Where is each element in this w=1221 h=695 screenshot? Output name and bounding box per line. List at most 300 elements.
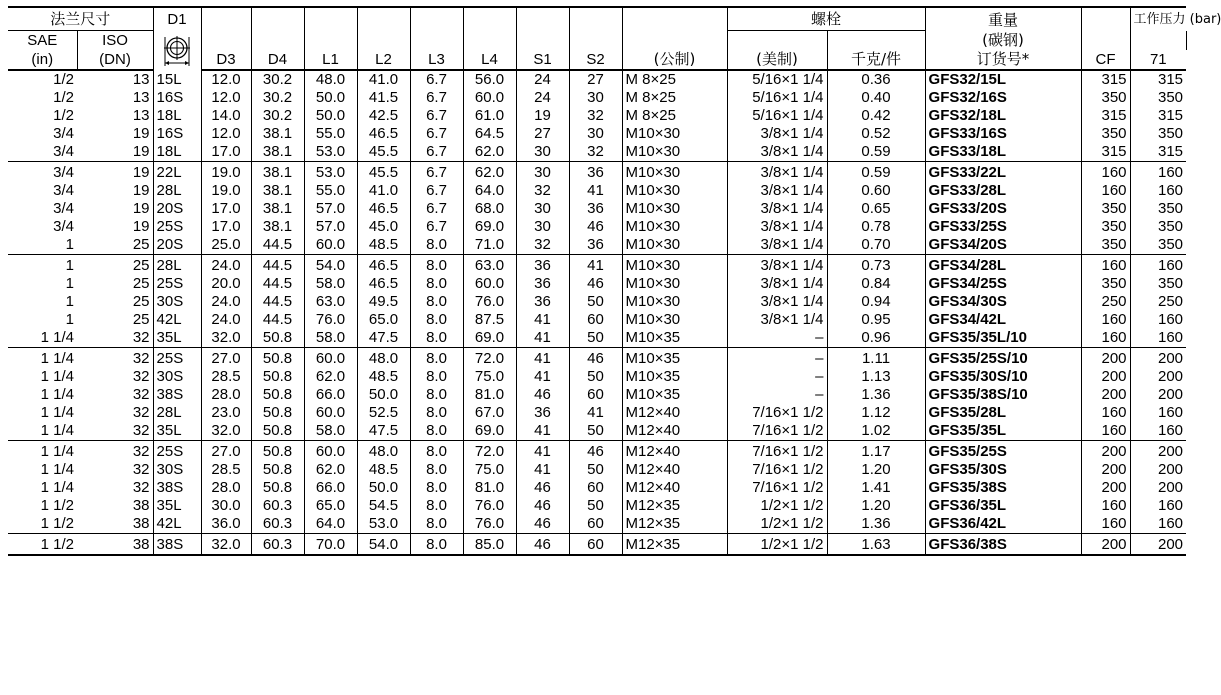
cell-sae: 1 1/4 xyxy=(8,441,77,462)
cell-l2: 46.5 xyxy=(357,200,410,218)
cell-weight: 0.42 xyxy=(827,107,925,125)
cell-s1: 36 xyxy=(516,293,569,311)
cell-d1: 28L xyxy=(153,182,201,200)
cell-l4: 64.0 xyxy=(463,182,516,200)
cell-iso: 25 xyxy=(132,275,150,292)
cell-l1: 55.0 xyxy=(304,182,357,200)
cell-l1: 62.0 xyxy=(304,461,357,479)
cell-order-number: GFS36/35L xyxy=(925,497,1081,515)
cell-l3: 8.0 xyxy=(410,386,463,404)
cell-bolt-imperial: 7/16×1 1/2 xyxy=(727,461,827,479)
cell-pressure-71: 200 xyxy=(1130,368,1186,386)
cell-d1: 35L xyxy=(153,329,201,348)
cell-d1: 28L xyxy=(153,404,201,422)
cell-pressure-cf: 315 xyxy=(1081,70,1130,89)
cell-bolt-imperial: – xyxy=(727,329,827,348)
cell-sae: 1 1/4 xyxy=(40,368,74,385)
cell-iso: 25 xyxy=(132,293,150,310)
sae-header: SAE xyxy=(27,32,58,49)
table-row xyxy=(8,386,1186,404)
cell-s2: 32 xyxy=(569,107,622,125)
cell-l4: 60.0 xyxy=(463,275,516,293)
cell-sae: 3/4 xyxy=(53,200,74,217)
cell-pressure-cf: 160 xyxy=(1081,497,1130,515)
cell-order-number: GFS33/28L xyxy=(925,182,1081,200)
cell-d3: 24.0 xyxy=(201,255,251,276)
cell-d1: 18L xyxy=(153,143,201,162)
cell-sae: 1 1/4 xyxy=(40,422,74,439)
cell-iso: 19 xyxy=(132,218,150,235)
cell-d4: 50.8 xyxy=(251,404,304,422)
cell-weight: 1.11 xyxy=(827,348,925,369)
cell-s1: 30 xyxy=(516,162,569,183)
cell-pressure-cf: 160 xyxy=(1081,255,1130,276)
cell-pressure-cf: 160 xyxy=(1081,311,1130,329)
cell-l4: 72.0 xyxy=(463,441,516,462)
cell-bolt-imperial: 3/8×1 1/4 xyxy=(727,275,827,293)
cell-bolt-metric: M12×40 xyxy=(622,479,727,497)
cell-bolt-metric: M10×35 xyxy=(622,348,727,369)
cell-l3: 6.7 xyxy=(410,70,463,89)
cell-l2: 48.5 xyxy=(357,461,410,479)
cell-d1: 16S xyxy=(153,89,201,107)
cell-l3: 6.7 xyxy=(410,89,463,107)
cell-d3: 32.0 xyxy=(201,329,251,348)
cell-l2: 45.5 xyxy=(357,143,410,162)
cell-l2: 42.5 xyxy=(357,107,410,125)
cell-order-number: GFS35/30S xyxy=(925,461,1081,479)
sae-unit: (in) xyxy=(8,50,77,70)
cell-pressure-cf: 200 xyxy=(1081,386,1130,404)
table-row xyxy=(8,255,1186,276)
cell-s1: 41 xyxy=(516,422,569,441)
cell-l1: 62.0 xyxy=(304,368,357,386)
cell-l4: 75.0 xyxy=(463,368,516,386)
cell-d1: 25S xyxy=(153,441,201,462)
cell-weight: 0.78 xyxy=(827,218,925,236)
cell-s2: 50 xyxy=(569,497,622,515)
l4-header: L4 xyxy=(463,50,516,70)
d1-symbol-icon xyxy=(153,31,201,71)
cell-bolt-metric: M10×30 xyxy=(622,162,727,183)
cell-l1: 53.0 xyxy=(304,162,357,183)
cell-d3: 12.0 xyxy=(201,70,251,89)
cell-d3: 28.5 xyxy=(201,461,251,479)
cell-s2: 27 xyxy=(569,70,622,89)
cell-order-number: GFS33/18L xyxy=(925,143,1081,162)
cell-iso: 19 xyxy=(77,162,153,183)
cell-l1: 70.0 xyxy=(304,534,357,556)
cell-bolt-imperial: 7/16×1 1/2 xyxy=(727,404,827,422)
cell-order-number: GFS35/28L xyxy=(925,404,1081,422)
cell-order-number: GFS35/35L xyxy=(925,422,1081,441)
cell-order-number: GFS35/35L/10 xyxy=(925,329,1081,348)
cell-bolt-metric: M10×35 xyxy=(622,329,727,348)
weight-header: 重量 xyxy=(925,7,1081,31)
bolt-metric-header: (公制) xyxy=(622,50,727,70)
cell-bolt-imperial: 3/8×1 1/4 xyxy=(727,311,827,329)
cell-order-number: GFS34/20S xyxy=(925,236,1081,255)
cell-sae: 1/2 xyxy=(53,89,74,106)
cell-l3: 8.0 xyxy=(410,255,463,276)
cell-pressure-71: 200 xyxy=(1130,534,1186,556)
cell-l3: 8.0 xyxy=(410,404,463,422)
cell-pressure-71: 200 xyxy=(1130,386,1186,404)
cell-pressure-71: 160 xyxy=(1130,182,1186,200)
cell-order-number: GFS34/25S xyxy=(925,275,1081,293)
cell-d3: 17.0 xyxy=(201,218,251,236)
d1-header: D1 xyxy=(153,7,201,31)
cell-l3: 6.7 xyxy=(410,143,463,162)
cell-l2: 46.5 xyxy=(357,255,410,276)
cell-pressure-cf: 200 xyxy=(1081,441,1130,462)
cell-bolt-imperial: 5/16×1 1/4 xyxy=(727,107,827,125)
cell-pressure-cf: 160 xyxy=(1081,404,1130,422)
cell-d1: 16S xyxy=(153,125,201,143)
cell-pressure-71: 200 xyxy=(1130,479,1186,497)
cell-d1: 30S xyxy=(153,293,201,311)
table-row xyxy=(8,368,1186,386)
cell-iso: 19 xyxy=(132,125,150,142)
table-row xyxy=(8,275,1186,293)
cell-l4: 67.0 xyxy=(463,404,516,422)
cell-d1: 42L xyxy=(153,311,201,329)
cell-iso: 25 xyxy=(132,236,150,253)
cell-d4: 44.5 xyxy=(251,293,304,311)
cell-d1: 18L xyxy=(153,107,201,125)
cell-l1: 50.0 xyxy=(304,89,357,107)
cell-d3: 20.0 xyxy=(201,275,251,293)
table-row xyxy=(8,422,1186,441)
cell-d3: 27.0 xyxy=(201,348,251,369)
cell-l4: 85.0 xyxy=(463,534,516,556)
cell-iso: 32 xyxy=(77,441,153,462)
cell-d4: 50.8 xyxy=(251,348,304,369)
cell-l1: 53.0 xyxy=(304,143,357,162)
cell-sae: 1 1/4 xyxy=(40,479,74,496)
cell-l3: 6.7 xyxy=(410,162,463,183)
cell-order-number: GFS33/22L xyxy=(925,162,1081,183)
table-row xyxy=(8,200,1186,218)
cell-s1: 46 xyxy=(516,515,569,534)
cell-d3: 32.0 xyxy=(201,422,251,441)
cell-l3: 8.0 xyxy=(410,441,463,462)
table-row xyxy=(8,479,1186,497)
cell-bolt-metric: M10×30 xyxy=(622,200,727,218)
cell-d3: 28.5 xyxy=(201,368,251,386)
cell-l1: 50.0 xyxy=(304,107,357,125)
cell-pressure-71: 160 xyxy=(1130,497,1186,515)
cell-s2: 46 xyxy=(569,441,622,462)
cell-s2: 41 xyxy=(569,404,622,422)
cell-pressure-71: 160 xyxy=(1130,311,1186,329)
cell-order-number: GFS36/42L xyxy=(925,515,1081,534)
cell-l4: 60.0 xyxy=(463,89,516,107)
table-row xyxy=(8,143,1186,162)
cell-s2: 46 xyxy=(569,218,622,236)
cell-iso: 32 xyxy=(132,479,150,496)
table-row xyxy=(8,182,1186,200)
iso-unit: (DN) xyxy=(77,50,153,70)
cell-sae: 1/2 xyxy=(53,71,74,88)
cell-l4: 62.0 xyxy=(463,143,516,162)
cell-bolt-imperial: 3/8×1 1/4 xyxy=(727,293,827,311)
cell-bolt-metric: M10×30 xyxy=(622,293,727,311)
cell-s1: 41 xyxy=(516,441,569,462)
cell-iso: 25 xyxy=(77,255,153,276)
flange-spec-table xyxy=(8,6,1221,556)
cell-l2: 48.5 xyxy=(357,368,410,386)
cell-bolt-imperial: 3/8×1 1/4 xyxy=(727,200,827,218)
cell-order-number: GFS35/25S/10 xyxy=(925,348,1081,369)
p71-header: 71 xyxy=(1130,50,1186,70)
cell-pressure-cf: 200 xyxy=(1081,461,1130,479)
cell-sae: 3/4 xyxy=(53,182,74,199)
cell-iso: 32 xyxy=(77,348,153,369)
cell-l1: 58.0 xyxy=(304,275,357,293)
cell-order-number: GFS35/38S/10 xyxy=(925,386,1081,404)
cell-bolt-metric: M12×40 xyxy=(622,404,727,422)
cell-l1: 60.0 xyxy=(304,236,357,255)
cell-l2: 46.5 xyxy=(357,125,410,143)
cell-weight: 0.59 xyxy=(827,143,925,162)
cell-bolt-imperial: 3/8×1 1/4 xyxy=(727,162,827,183)
cell-l3: 8.0 xyxy=(410,515,463,534)
cell-sae: 1 1/4 xyxy=(40,461,74,478)
cell-d1: 30S xyxy=(153,368,201,386)
cell-weight: 1.41 xyxy=(827,479,925,497)
cell-bolt-metric: M10×30 xyxy=(622,218,727,236)
cell-d4: 50.8 xyxy=(251,441,304,462)
cell-l1: 57.0 xyxy=(304,200,357,218)
cell-weight: 1.20 xyxy=(827,461,925,479)
cell-bolt-metric: M10×30 xyxy=(622,125,727,143)
cell-l1: 55.0 xyxy=(304,125,357,143)
cell-d1: 20S xyxy=(153,200,201,218)
cell-d3: 28.0 xyxy=(201,386,251,404)
table-row xyxy=(8,107,1186,125)
cell-l2: 48.5 xyxy=(357,236,410,255)
cell-l2: 41.0 xyxy=(357,70,410,89)
cell-s2: 41 xyxy=(569,182,622,200)
flange-size-header: 法兰尺寸 xyxy=(8,7,153,31)
cell-pressure-71: 160 xyxy=(1130,162,1186,183)
cell-weight: 1.02 xyxy=(827,422,925,441)
cell-l4: 69.0 xyxy=(463,218,516,236)
cell-d3: 24.0 xyxy=(201,311,251,329)
cell-bolt-imperial: 1/2×1 1/2 xyxy=(727,534,827,556)
cell-d4: 44.5 xyxy=(251,275,304,293)
cell-l1: 54.0 xyxy=(304,255,357,276)
cell-order-number: GFS32/18L xyxy=(925,107,1081,125)
cell-l2: 41.5 xyxy=(357,89,410,107)
cell-l2: 41.0 xyxy=(357,182,410,200)
cell-weight: 0.59 xyxy=(827,162,925,183)
cell-pressure-cf: 250 xyxy=(1081,293,1130,311)
cell-l1: 58.0 xyxy=(304,422,357,441)
cell-pressure-cf: 350 xyxy=(1081,236,1130,255)
cell-iso: 32 xyxy=(132,404,150,421)
table-row xyxy=(8,441,1186,462)
cell-d4: 44.5 xyxy=(251,236,304,255)
cell-order-number: GFS34/28L xyxy=(925,255,1081,276)
cell-l3: 6.7 xyxy=(410,182,463,200)
cell-l4: 63.0 xyxy=(463,255,516,276)
cell-weight: 0.40 xyxy=(827,89,925,107)
cell-l4: 62.0 xyxy=(463,162,516,183)
cell-sae: 3/4 xyxy=(53,125,74,142)
cell-pressure-cf: 200 xyxy=(1081,479,1130,497)
cell-s1: 41 xyxy=(516,368,569,386)
cell-s1: 46 xyxy=(516,497,569,515)
cell-l4: 64.5 xyxy=(463,125,516,143)
cell-d1: 42L xyxy=(153,515,201,534)
cell-bolt-metric: M10×30 xyxy=(622,275,727,293)
cell-iso: 32 xyxy=(132,422,150,439)
cell-iso: 25 xyxy=(132,311,150,328)
cell-d4: 60.3 xyxy=(251,534,304,556)
d3-header: D3 xyxy=(201,50,251,70)
table-row xyxy=(8,534,1186,556)
cell-pressure-cf: 160 xyxy=(1081,515,1130,534)
cell-d4: 50.8 xyxy=(251,461,304,479)
table-row xyxy=(8,404,1186,422)
cell-d4: 50.8 xyxy=(251,422,304,441)
cell-s2: 46 xyxy=(569,275,622,293)
cell-pressure-71: 315 xyxy=(1130,107,1186,125)
cell-l3: 6.7 xyxy=(410,107,463,125)
cell-pressure-71: 350 xyxy=(1130,125,1186,143)
table-row xyxy=(8,236,1186,255)
cell-order-number: GFS33/20S xyxy=(925,200,1081,218)
cell-s2: 50 xyxy=(569,368,622,386)
cell-l4: 72.0 xyxy=(463,348,516,369)
cell-s2: 32 xyxy=(569,143,622,162)
cell-d3: 12.0 xyxy=(201,125,251,143)
d4-header: D4 xyxy=(251,50,304,70)
cell-l1: 60.0 xyxy=(304,404,357,422)
cell-sae: 1 xyxy=(65,236,74,253)
table-header xyxy=(8,7,1221,70)
cell-order-number: GFS34/42L xyxy=(925,311,1081,329)
cell-pressure-71: 350 xyxy=(1130,89,1186,107)
cell-pressure-71: 200 xyxy=(1130,461,1186,479)
s2-header: S2 xyxy=(569,50,622,70)
cell-pressure-71: 350 xyxy=(1130,218,1186,236)
cell-iso: 13 xyxy=(132,107,150,124)
cell-bolt-metric: M10×30 xyxy=(622,236,727,255)
cell-s2: 60 xyxy=(569,311,622,329)
cell-pressure-71: 160 xyxy=(1130,422,1186,441)
cell-iso: 32 xyxy=(132,329,150,346)
cell-pressure-cf: 350 xyxy=(1081,89,1130,107)
cell-d3: 12.0 xyxy=(201,89,251,107)
cell-s2: 50 xyxy=(569,329,622,348)
cell-bolt-imperial: 3/8×1 1/4 xyxy=(727,218,827,236)
cell-weight: 0.94 xyxy=(827,293,925,311)
cell-l3: 6.7 xyxy=(410,200,463,218)
cell-weight: 0.84 xyxy=(827,275,925,293)
bolt-header: 螺栓 xyxy=(727,7,925,31)
cell-pressure-71: 160 xyxy=(1130,404,1186,422)
cell-pressure-71: 315 xyxy=(1130,143,1186,162)
cell-pressure-cf: 200 xyxy=(1081,348,1130,369)
cell-s1: 30 xyxy=(516,143,569,162)
bolt-imperial-header: (美制) xyxy=(727,50,827,70)
cell-s2: 50 xyxy=(569,461,622,479)
cell-weight: 0.36 xyxy=(827,70,925,89)
cell-weight: 1.17 xyxy=(827,441,925,462)
cell-l1: 57.0 xyxy=(304,218,357,236)
cell-pressure-cf: 160 xyxy=(1081,162,1130,183)
cell-sae: 1 1/4 xyxy=(8,348,77,369)
cell-iso: 19 xyxy=(132,143,150,160)
cell-sae: 1 1/2 xyxy=(8,534,77,556)
cell-pressure-71: 250 xyxy=(1130,293,1186,311)
cell-order-number: GFS35/25S xyxy=(925,441,1081,462)
cell-bolt-imperial: 5/16×1 1/4 xyxy=(727,89,827,107)
cell-d3: 17.0 xyxy=(201,143,251,162)
cell-l3: 6.7 xyxy=(410,218,463,236)
cell-order-number: GFS34/30S xyxy=(925,293,1081,311)
cell-d4: 50.8 xyxy=(251,479,304,497)
cell-l2: 48.0 xyxy=(357,441,410,462)
cell-l3: 8.0 xyxy=(410,275,463,293)
cell-l4: 75.0 xyxy=(463,461,516,479)
cell-l3: 8.0 xyxy=(410,368,463,386)
cell-l2: 50.0 xyxy=(357,479,410,497)
cell-bolt-imperial: 3/8×1 1/4 xyxy=(727,182,827,200)
cell-l4: 61.0 xyxy=(463,107,516,125)
cell-pressure-71: 160 xyxy=(1130,329,1186,348)
cell-l4: 69.0 xyxy=(463,422,516,441)
cell-iso: 19 xyxy=(132,182,150,199)
cell-l1: 65.0 xyxy=(304,497,357,515)
cell-d1: 38S xyxy=(153,534,201,556)
cell-l1: 66.0 xyxy=(304,479,357,497)
cell-s1: 41 xyxy=(516,348,569,369)
cell-sae: 1 xyxy=(8,255,77,276)
cell-l3: 8.0 xyxy=(410,293,463,311)
cell-bolt-imperial: 7/16×1 1/2 xyxy=(727,422,827,441)
cell-d4: 38.1 xyxy=(251,182,304,200)
cell-l3: 8.0 xyxy=(410,497,463,515)
cell-iso: 32 xyxy=(132,368,150,385)
cell-l2: 54.0 xyxy=(357,534,410,556)
cell-l1: 76.0 xyxy=(304,311,357,329)
l2-header: L2 xyxy=(357,50,410,70)
cell-s1: 36 xyxy=(516,275,569,293)
cell-weight: 0.65 xyxy=(827,200,925,218)
cell-l4: 71.0 xyxy=(463,236,516,255)
cell-s1: 41 xyxy=(516,329,569,348)
cell-sae: 1 xyxy=(65,293,74,310)
cell-l4: 81.0 xyxy=(463,386,516,404)
cell-l2: 45.5 xyxy=(357,162,410,183)
cell-bolt-metric: M10×30 xyxy=(622,143,727,162)
table-row xyxy=(8,348,1186,369)
cell-l3: 8.0 xyxy=(410,422,463,441)
cell-sae: 3/4 xyxy=(8,162,77,183)
cell-iso: 38 xyxy=(132,515,150,532)
cell-l1: 66.0 xyxy=(304,386,357,404)
cell-d1: 22L xyxy=(153,162,201,183)
cell-sae: 1 1/2 xyxy=(40,497,74,514)
cell-sae: 1 xyxy=(65,311,74,328)
cell-d3: 19.0 xyxy=(201,182,251,200)
cell-d4: 30.2 xyxy=(251,70,304,89)
cell-d3: 32.0 xyxy=(201,534,251,556)
